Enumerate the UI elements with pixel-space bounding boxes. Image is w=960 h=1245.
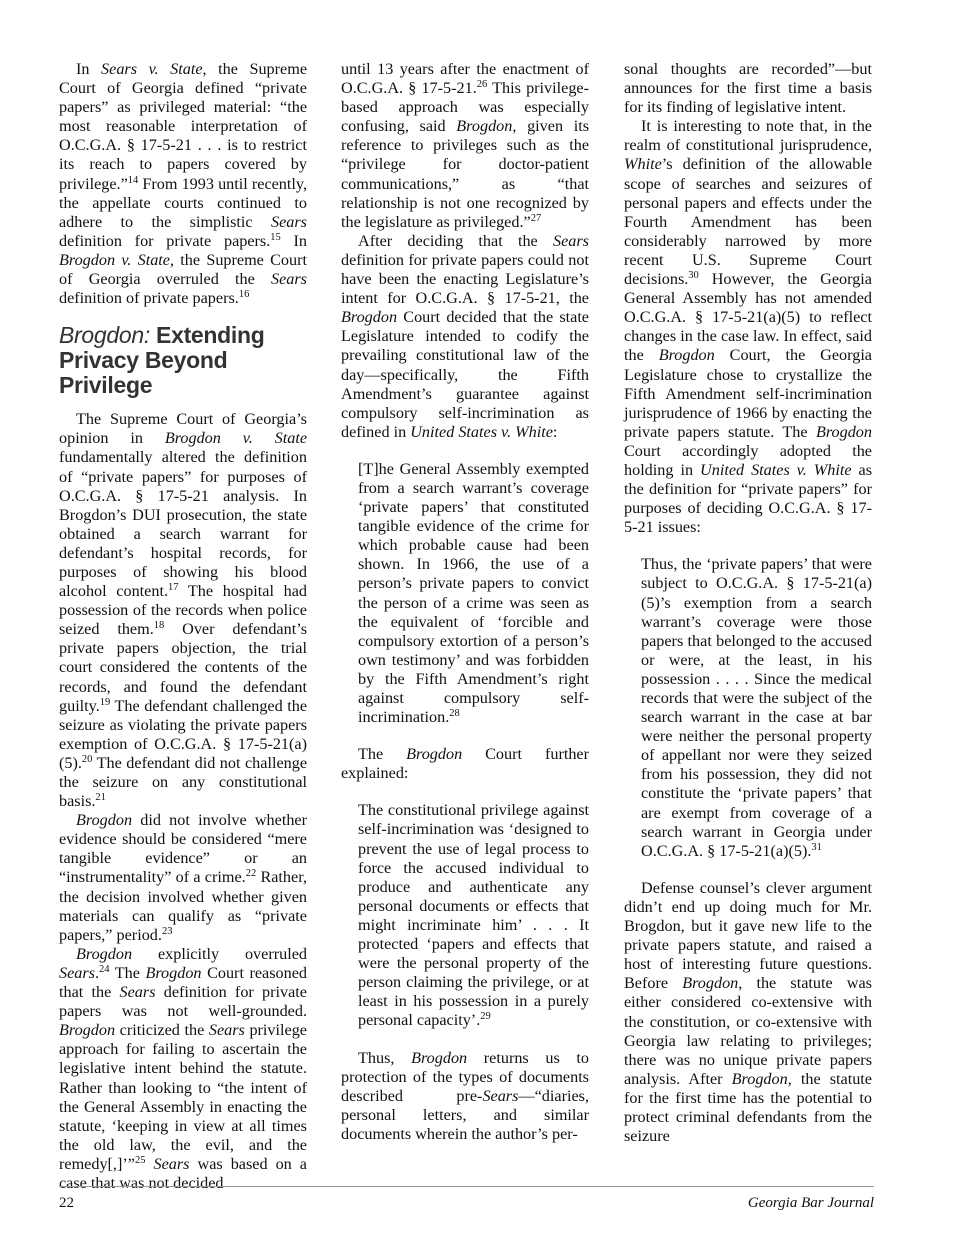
case-name: Sears <box>208 1021 245 1040</box>
paragraph: Defense counsel’s clever argument didn’t end up doing much for Mr. Brogdon, but it gave new life to the private papers statute, and raised a host of interesting future questions. Before Brogdon, the statute was either considered co-extensive with the constitution, or co-extensive with Georgia law relating to privileges; there was no unique private papers analysis. After Brogdon, the statute for the first time has the potential to protect criminal defendants from the seizure <box>624 878 872 1146</box>
footnote-ref: 31 <box>811 841 822 853</box>
page-number: 22 <box>59 1195 74 1211</box>
case-name: Brogdon <box>341 308 398 327</box>
footnote-ref: 27 <box>530 212 542 224</box>
paragraph: Brogdon explicitly overruled Sears.$^{24}$ The Brogdon Court reasoned that the Sears definition for private papers was not well-grounded. Brogdon criticized the Sears privilege approach for failing to ascertain the legislative intent behind the statute. Rather than looking to “the intent of the General Assembly in enacting the statute, ‘keeping in view at all times the old law, the evil, and the remedy[,]’”$^{25}$ Sears was based on a case that was not decided <box>59 944 307 1192</box>
footnote-ref: 16 <box>238 289 250 301</box>
footnote-ref: 29 <box>480 1011 491 1023</box>
paragraph: The Supreme Court of Georgia’s opinion in Brogdon v. State fundamentally altered the definition of “private papers” for purposes of O.C.G.A. § 17-5-21 analysis. In Brogdon’s DUI prosecution, the state obtained a search warrant for defendant’s hospital records, for purposes of showing his blood alcohol content.$^{17}$ The hospital had possession of the records when police seized them.$^{18}$ Over defendant’s private papers objection, the trial court considered the contents of the records, and found the defendant guilty.$^{19}$ The defendant challenged the seizure as violating the private papers exemption of O.C.G.A. § 17-5-21(a)(5).$^{20}$ The defendant did not challenge the seizure on any constitutional basis.$^{21}$ <box>59 410 308 811</box>
block-quote: The constitutional privilege against self-incrimination was ‘designed to prevent the use of legal process to force the accused individual to produce and authenticate any personal documents or effects that might incriminate him’ . . . It protected ‘papers and effects that were the personal property of the person claiming the privilege, or at least in his possession in a purely personal capacity’.$^{29}$ <box>358 801 589 1030</box>
footer-divider <box>59 1186 874 1187</box>
case-name: Sears <box>553 231 589 250</box>
case-name: Brogdon v. State <box>59 250 170 269</box>
paragraph: Brogdon did not involve whether evidence should be considered “mere tangible evidence” or an “instrumentality” of a crime.$^{22}$ Rather, the decision involved whether given materials can qualify as “private papers,” period.$^{23}$ <box>59 811 307 944</box>
footnote-ref: 19 <box>99 696 111 708</box>
block-quote: Thus, the ‘private papers’ that were subject to O.C.G.A. § 17-5-21(a)(5)’s exemption from a search warrant’s coverage were those papers that belonged to the accused or were, at the least, in his possession . . . . Since the medical records that were the subject of the search warrant in the case at bar were neither the personal property of appellant nor were they seized from his possession, they did not constitute the ‘private papers’ that are exempt from coverage of a search warrant in Georgia under O.C.G.A. § 17-5-21(a)(5).$^{31}$ <box>641 555 872 860</box>
paragraph: In Sears v. State, the Supreme Court of Georgia defined “private papers” as privileged material: “the most reasonable interpretation of O.C.G.A. § 17-5-21 . . . is to restrict its reach to papers covered by privilege.”$^{14}$ From 1993 until recently, the appellate courts continued to adhere to the simplistic Sears definition for private papers.$^{15}$ In Brogdon v. State, the Supreme Court of Georgia overruled the Sears definition of private papers.$^{16}$ <box>59 60 308 308</box>
case-name: Sears <box>119 983 156 1002</box>
case-name: United States v. White <box>410 422 553 441</box>
paragraph: After deciding that the Sears definition for private papers could not have been the enacting Legislature’s intent for O.C.G.A. § 17-5-21, the Brogdon Court decided that the state Legislature intended to codify the prevailing constitutional law of the day—specifically, the Fifth Amendment’s guarantee against compulsory self-incrimination as defined in United States v. White: <box>341 231 589 441</box>
footnote-ref: 15 <box>270 231 281 243</box>
footnote-ref: 21 <box>95 792 106 804</box>
case-name: Sears <box>271 270 307 289</box>
case-name: Brogdon <box>658 346 715 365</box>
case-name: Brogdon <box>682 974 739 993</box>
paragraph: It is interesting to note that, in the realm of constitutional jurisprudence, White’s definition of the allowable scope of searches and seizures of personal papers and effects under the Fourth Amendment has been considerably narrowed by more recent U.S. Supreme Court decisions.$^{30}$ However, the Georgia General Assembly has not amended O.C.G.A. § 17-5-21(a)(5) to reflect changes in the case law. In effect, said the Brogdon Court, the Georgia Legislature chose to crystallize the Fifth Amendment self-incrimination jurisprudence of 1966 by enacting the private papers statute. The Brogdon Court accordingly adopted the holding in United States v. White as the definition for “private papers” for purposes of deciding O.C.G.A. § 17-5-21 issues: <box>624 117 873 537</box>
case-name: Brogdon <box>145 963 202 982</box>
block-quote: [T]he General Assembly exempted from a search warrant’s coverage ‘private papers’ that constituted tangible evidence of the crime for which probable cause had been shown. In 1966, the use of a person’s private papers to convict the person of a crime was seen as the equivalent of ‘forcible and compulsory extortion of a person’s own testimony’ and was forbidden by the Fifth Amendment’s right against compulsory self-incrimination.$^{28}$ <box>358 459 589 727</box>
case-name: Brogdon <box>59 1021 116 1040</box>
case-name: Brogdon <box>406 745 463 764</box>
footnote-ref: 18 <box>153 620 165 632</box>
footnote-ref: 24 <box>99 963 110 975</box>
case-name: United States v. White <box>700 460 852 479</box>
case-name: Brogdon <box>76 944 133 963</box>
paragraph: The Brogdon Court further explained: <box>341 745 589 783</box>
case-name: Brogdon <box>456 117 513 136</box>
case-name: Sears <box>153 1154 190 1173</box>
footnote-ref: 28 <box>449 708 460 720</box>
case-name: Brogdon <box>815 422 872 441</box>
section-heading <box>59 323 307 398</box>
section-heading-text: Extending Privacy Beyond Privilege <box>59 322 265 399</box>
paragraph: sonal thoughts are recorded”—but announces for the first time a basis for its finding of legislative intent. <box>624 60 872 117</box>
case-name: White <box>624 155 662 174</box>
case-name: Brogdon <box>411 1048 468 1067</box>
footnote-ref: 25 <box>134 1154 146 1166</box>
case-name: Sears <box>482 1086 519 1105</box>
case-name: Brogdon v. State <box>164 429 308 448</box>
footnote-ref: 30 <box>688 270 699 282</box>
section-heading-italic: Brogdon: <box>59 322 150 349</box>
case-name: Sears v. State <box>101 60 203 78</box>
footnote-ref: 26 <box>476 79 488 91</box>
column-1 <box>59 60 307 1193</box>
case-name: Sears <box>59 963 95 982</box>
footnote-ref: 20 <box>81 753 93 765</box>
case-name: Brogdon <box>731 1069 788 1088</box>
footnote-ref: 22 <box>245 868 257 880</box>
column-2 <box>341 60 589 1144</box>
footnote-ref: 23 <box>161 925 173 937</box>
paragraph: until 13 years after the enactment of O.C.G.A. § 17-5-21.26 This privilege-based approach was especially confusing, said Brogdon, given its reference to privileges such as the “privilege for doctor-patient communications,” as “that relationship is not one recognized by the legislature as privileged.”$^{27}$ <box>341 60 589 231</box>
journal-title: Georgia Bar Journal <box>747 1195 874 1211</box>
footnote-ref: 17 <box>168 582 179 594</box>
case-name: Brogdon <box>76 811 133 830</box>
case-name: Sears <box>271 212 307 231</box>
paragraph: Thus, Brogdon returns us to protection of the types of documents described pre-Sears—“diaries, personal letters, and similar documents wherein the author’s per- <box>341 1048 590 1143</box>
footnote-ref: 14 <box>127 174 139 186</box>
column-3 <box>624 60 872 1146</box>
